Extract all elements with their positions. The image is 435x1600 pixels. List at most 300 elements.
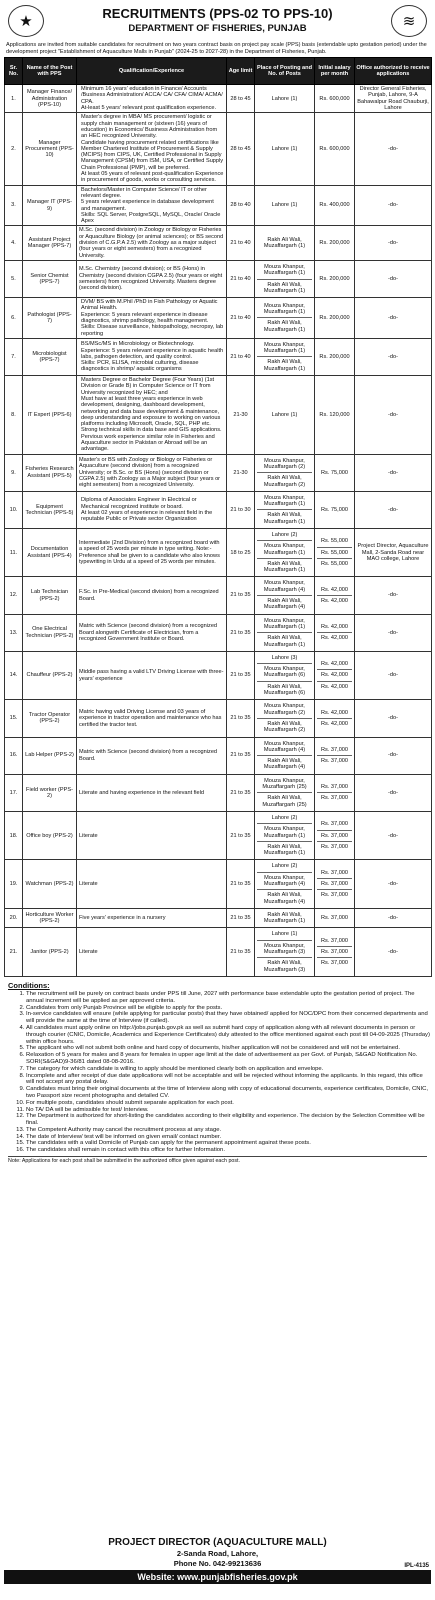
qualification-item: Diploma of Associates Engineer in Electrical or Mechanical recognized institute or board. [81, 497, 197, 510]
receiving-office: -do- [355, 700, 432, 737]
receiving-office: -do- [355, 614, 432, 651]
serial-number: 20. [5, 908, 23, 928]
qualification-cell [77, 577, 227, 614]
qualification-item: Middle pass having a valid LTV Driving License with three-years' experience [79, 669, 224, 682]
salary-cell [315, 491, 355, 528]
footer-title: PROJECT DIRECTOR (AQUACULTURE MALL) [108, 1537, 327, 1548]
posting-place: Lahore (2) [271, 814, 298, 821]
receiving-office: -do- [355, 811, 432, 859]
monthly-salary: Rs. 37,000 [317, 792, 352, 803]
posting-place: Mouza Khanpur, Muzaffargarh (1) [257, 823, 312, 841]
receiving-office: Project Director, Aquaculture Mall, 2-Sanda Road near MAO college, Lahore [355, 529, 432, 577]
qualification-cell [77, 85, 227, 113]
salary-cell [315, 614, 355, 651]
qualification-cell [77, 491, 227, 528]
conditions-list [4, 991, 431, 1154]
receiving-office: -do- [355, 737, 432, 774]
posting-place: Mouza Khanpur, Muzaffargarh (3) [257, 940, 312, 958]
age-limit: 21 to 35 [227, 700, 255, 737]
qualification-cell [77, 185, 227, 226]
punjab-government-logo-icon: ★ [8, 5, 44, 37]
qualification-cell [77, 454, 227, 491]
monthly-salary: Rs. 42,000 [317, 718, 352, 729]
serial-number: 21. [5, 928, 23, 976]
table-row [5, 491, 432, 528]
serial-number: 3. [5, 185, 23, 226]
qualification-item: M.Sc. Chemistry (second division); or BS (Hons) in Chemistry (second division CGPA 2.5) (four years or eight semesters) from recognized University. Masters degree (second division). [79, 266, 223, 292]
receiving-office: -do- [355, 577, 432, 614]
qualification-item: Matric with Science (second division) from a recognized Board alongwith Certificate of Electrician, from a recognized Government Institute or Board. [79, 623, 218, 642]
receiving-office: -do- [355, 491, 432, 528]
monthly-salary: Rs. 37,000 [317, 889, 352, 900]
age-limit: 21 to 35 [227, 928, 255, 976]
serial-number: 18. [5, 811, 23, 859]
serial-number: 13. [5, 614, 23, 651]
serial-number: 7. [5, 338, 23, 375]
posting-place: Rakh Ali Wali, Muzaffargarh (2) [257, 718, 312, 736]
qualification-item: Bachelors/Master in Computer Science/ IT or other relevant degree. [81, 186, 207, 199]
age-limit: 21 to 40 [227, 298, 255, 339]
qualification-cell [77, 529, 227, 577]
qualification-item: Literate and having experience in the relevant field [79, 789, 205, 796]
table-header-row [5, 58, 432, 85]
serial-number: 9. [5, 454, 23, 491]
condition-item: 9. Candidates must bring their original documents at the time of Interview along with copy of educational documents, experience certificates, Domicile, CNIC, two Passport size recent photographs and detailed CV. [26, 1086, 431, 1100]
monthly-salary: Rs. 42,000 [320, 586, 349, 593]
monthly-salary: Rs. 37,000 [320, 784, 349, 791]
post-name: Field worker (PPS-2) [23, 774, 77, 811]
column-header: Office authorized to receive applications [355, 58, 432, 85]
posting-place: Rakh Ali Wali, Muzaffargarh (1) [263, 236, 306, 250]
monthly-salary: Rs. 42,000 [320, 623, 349, 630]
monthly-salary: Rs. 75,000 [320, 469, 349, 476]
salary-cell [315, 811, 355, 859]
posting-place: Mouza Khanpur, Muzaffargarh (1) [263, 341, 306, 355]
monthly-salary: Rs. 55,000 [317, 558, 352, 569]
table-row [5, 185, 432, 226]
receiving-office: -do- [355, 860, 432, 908]
posting-place: Mouza Khanpur, Muzaffargarh (4) [263, 580, 306, 593]
posting-place: Mouza Khanpur, Muzaffargarh (1) [257, 540, 312, 558]
table-row [5, 529, 432, 577]
posting-place: Rakh Ali Wali, Muzaffargarh (1) [257, 632, 312, 650]
condition-item: 13. The Competent Authority may cancel the recruitment process at any stage. [26, 1127, 431, 1134]
post-name: Manager IT (PPS-9) [23, 185, 77, 226]
age-limit: 21 to 35 [227, 737, 255, 774]
posting-place: Rakh Ali Wali, Muzaffargarh (25) [257, 792, 312, 810]
salary-cell [315, 298, 355, 339]
monthly-salary: Rs. 42,000 [317, 632, 352, 643]
place-of-posting [255, 226, 315, 260]
qualification-item: DVM/ BS with M.Phil /PhD in Fish Pathology or Aquatic Animal Health. [81, 299, 218, 312]
condition-item: 7. The category for which candidate is willing to apply should be mentioned clearly both on application and envelope. [26, 1066, 431, 1073]
age-limit: 21 to 35 [227, 908, 255, 928]
qualification-cell [77, 226, 227, 260]
place-of-posting [255, 700, 315, 737]
table-row [5, 651, 432, 699]
place-of-posting [255, 185, 315, 226]
condition-item: 8. Incomplete and after receipt of due date applications will not be acceptable and will be rejected without informing the applicants. In this regard, this office will not accept any postal delay. [26, 1073, 431, 1087]
ad-reference: IPL-4135 [404, 1563, 429, 1569]
salary-cell [315, 185, 355, 226]
salary-cell [315, 85, 355, 113]
serial-number: 2. [5, 113, 23, 185]
posting-place: Mouza Khanpur, Muzaffargarh (25) [262, 777, 307, 791]
monthly-salary: Rs. 37,000 [317, 957, 352, 968]
receiving-office: -do- [355, 185, 432, 226]
monthly-salary: Rs. 37,000 [320, 937, 349, 944]
place-of-posting [255, 737, 315, 774]
monthly-salary: Rs. 55,000 [320, 538, 349, 545]
qualification-item: Strong technical skills in data base and GIS applications. [81, 427, 222, 434]
qualification-item: M.Sc. (second division) in Zoology or Biology or Fisheries or Aquaculture Biology (or animal sciences); or BS second division of C.G.P.A 2.5) with Zoology as a major subject (four years or eight semesters) from a recognized University. [79, 227, 224, 259]
post-name: Manager Procurement (PPS-10) [23, 113, 77, 185]
salary-cell [315, 651, 355, 699]
receiving-office: -do- [355, 774, 432, 811]
applications-note: Note: Applications for each post shall be submitted in the authorized office given against each post. [8, 1156, 427, 1164]
receiving-office: -do- [355, 338, 432, 375]
post-name: Lab Helper (PPS-2) [23, 737, 77, 774]
post-name: Equipment Technician (PPS-5) [23, 491, 77, 528]
monthly-salary: Rs. 55,000 [317, 547, 352, 558]
serial-number: 10. [5, 491, 23, 528]
qualification-item: Must have at least three years experience in web development, designing, dashboard development, networking and data base development & maintenance, deep understanding and exposure to working on various platforms including Microsoft, Oracle, SQL, PHP etc. [81, 395, 221, 428]
age-limit: 21 to 35 [227, 614, 255, 651]
footer-address: 2-Sanda Road, Lahore, [176, 1549, 259, 1558]
salary-cell [315, 226, 355, 260]
serial-number: 5. [5, 260, 23, 297]
place-of-posting [255, 811, 315, 859]
monthly-salary: Rs. 600,000 [319, 145, 350, 152]
age-limit: 21-30 [227, 454, 255, 491]
post-name: Manager Finance/ Administration (PPS-10) [23, 85, 77, 113]
place-of-posting [255, 454, 315, 491]
posting-place: Mouza Khanpur, Muzaffargarh (4) [257, 872, 312, 890]
monthly-salary: Rs. 37,000 [317, 841, 352, 852]
salary-cell [315, 529, 355, 577]
condition-item: 16. The candidates shall remain in contact with this office for further Information. [26, 1147, 431, 1154]
qualification-item: Skills: PCR, ELISA, microbial culturing, disease diagnostics in shrimp/ aquatic organisms [81, 360, 199, 373]
serial-number: 11. [5, 529, 23, 577]
posting-place: Lahore (2) [271, 532, 298, 538]
monthly-salary: Rs. 37,000 [317, 830, 352, 841]
posting-place: Rakh Ali Wali, Muzaffargarh (1) [257, 317, 312, 335]
place-of-posting [255, 614, 315, 651]
qualification-cell [77, 260, 227, 297]
posting-place: Mouza Khanpur, Muzaffargarh (1) [263, 494, 306, 508]
qualification-item: At least 05 years of relevant post-qualification Experience in procurement of goods, works or consulting services. [81, 171, 224, 184]
qualification-item: Matric with Science (second division) from a recognized Board. [79, 749, 218, 762]
table-row [5, 577, 432, 614]
posting-place: Rakh Ali Wali, Muzaffargarh (2) [257, 472, 312, 490]
qualification-cell [77, 774, 227, 811]
table-row [5, 260, 432, 297]
posting-place: Mouza Khanpur, Muzaffargarh (4) [263, 740, 306, 753]
salary-cell [315, 928, 355, 976]
monthly-salary: Rs. 200,000 [319, 314, 350, 321]
posting-place: Rakh Ali Wali, Muzaffargarh (1) [257, 558, 312, 576]
receiving-office: Director General Fisheries, Punjab, Lahore, 9-A Bahawalpur Road Chauburji, Lahore [355, 85, 432, 113]
age-limit: 21 to 30 [227, 491, 255, 528]
posting-place: Lahore (3) [271, 654, 298, 661]
condition-item: 10. For multiple posts, candidates should submit separate application for each post. [26, 1100, 431, 1107]
salary-cell [315, 338, 355, 375]
salary-cell [315, 113, 355, 185]
qualification-item: Literate [79, 832, 98, 839]
monthly-salary: Rs. 400,000 [319, 202, 350, 209]
monthly-salary: Rs. 42,000 [317, 595, 352, 606]
table-row [5, 376, 432, 455]
place-of-posting [255, 928, 315, 976]
post-name: Janitor (PPS-2) [23, 928, 77, 976]
table-row [5, 226, 432, 260]
salary-cell [315, 454, 355, 491]
posting-place: Lahore (1) [271, 95, 298, 102]
receiving-office: -do- [355, 260, 432, 297]
table-row [5, 774, 432, 811]
condition-item: 12. The Department is authorized for short-listing the candidates according to their eligibility and experience. The decision by the Selection Committee will be final. [26, 1113, 431, 1127]
receiving-office: -do- [355, 454, 432, 491]
age-limit: 21 to 40 [227, 226, 255, 260]
ad-footer [4, 1537, 431, 1597]
place-of-posting [255, 260, 315, 297]
monthly-salary: Rs. 37,000 [320, 915, 349, 922]
monthly-salary: Rs. 37,000 [320, 821, 349, 828]
jobs-table [4, 57, 432, 977]
condition-item: 15. The candidates with a valid Domicile of Punjab can apply for the permanent appointment against these posts. [26, 1140, 431, 1147]
age-limit: 28 to 45 [227, 85, 255, 113]
condition-item: 5. The applicant who will not submit both online and hard copy of documents, his/her application will not be considered and will not be entertained. [26, 1045, 431, 1052]
place-of-posting [255, 85, 315, 113]
monthly-salary: Rs. 120,000 [319, 411, 350, 418]
salary-cell [315, 577, 355, 614]
receiving-office: -do- [355, 376, 432, 455]
post-name: IT Expert (PPS-6) [23, 376, 77, 455]
age-limit: 21 to 35 [227, 811, 255, 859]
receiving-office: -do- [355, 113, 432, 185]
qualification-cell [77, 298, 227, 339]
posting-place: Mouza Khanpur, Muzaffargarh (1) [263, 302, 306, 316]
posting-place: Lahore (2) [271, 863, 298, 870]
age-limit: 21-30 [227, 376, 255, 455]
condition-item: 2. Candidates from only Punjab Province will be eligible to apply for the posts. [26, 1005, 431, 1012]
qualification-item: Skills: SQL Server, PostgreSQL, MySQL, Oracle/ Oracle Apex [81, 211, 221, 225]
receiving-office: -do- [355, 928, 432, 976]
monthly-salary: Rs. 600,000 [319, 95, 350, 102]
qualification-item: Literate [79, 880, 98, 887]
monthly-salary: Rs. 42,000 [317, 681, 352, 692]
serial-number: 8. [5, 376, 23, 455]
age-limit: 28 to 45 [227, 113, 255, 185]
post-name: Fisheries Research Assistant (PPS-5) [23, 454, 77, 491]
table-row [5, 85, 432, 113]
qualification-item: Masters Degree or Bachelor Degree (Four Years) (1st Division or Grade B) in Computer Science or IT from University recognized by HEC; and [81, 377, 215, 396]
qualification-item: Experience: 5 years relevant experience in aquatic health labs, pathogen detection, and quality control. [81, 347, 224, 360]
table-row [5, 338, 432, 375]
salary-cell [315, 860, 355, 908]
salary-cell [315, 908, 355, 928]
posting-place: Rakh Ali Wali, Muzaffargarh (3) [257, 957, 312, 975]
salary-cell [315, 260, 355, 297]
posting-place: Rakh Ali Wali, Muzaffargarh (4) [257, 755, 312, 773]
post-name: One Electrical Technician (PPS-2) [23, 614, 77, 651]
table-row [5, 908, 432, 928]
qualification-item: At least 02 years of experience in relevant field in the reputable Public or Private sector Organization [81, 509, 213, 523]
monthly-salary: Rs. 200,000 [319, 353, 350, 360]
post-name: Senior Chemist (PPS-7) [23, 260, 77, 297]
posting-place: Rakh Ali Wali, Muzaffargarh (1) [263, 911, 306, 925]
salary-cell [315, 737, 355, 774]
serial-number: 17. [5, 774, 23, 811]
qualification-cell [77, 811, 227, 859]
condition-item: 4. All candidates must apply online on http://jobs.punjab.gov.pk as well as submit hard copy of application along with all relevant documents in person or through courier (CNIC, Domicile, Academics and Experience Certificates) duly attested to the office mentioned against each post till 04-09-2025 (Thursday) within office hours. [26, 1025, 431, 1045]
posting-place: Mouza Khanpur, Muzaffargarh (6) [257, 663, 312, 681]
posting-place: Lahore (1) [271, 931, 298, 938]
qualification-cell [77, 651, 227, 699]
place-of-posting [255, 338, 315, 375]
post-name: Documentation Assistant (PPS-4) [23, 529, 77, 577]
post-name: Lab Technician (PPS-2) [23, 577, 77, 614]
monthly-salary: Rs. 75,000 [320, 506, 349, 513]
post-name: Chauffeur (PPS-2) [23, 651, 77, 699]
qualification-item: 5 years relevant experience in database development and management. [81, 199, 214, 212]
place-of-posting [255, 860, 315, 908]
qualification-cell [77, 737, 227, 774]
qualification-item: Master's or BS with Zoology or Biology or Fisheries or Aquaculture (second division) from a recognized University; or B.Sc. or BS (Hons) (second division or CGPA 2.5) with Zoology as a Major subject (four years or eight semesters) from a recognized University. [79, 456, 221, 489]
serial-number: 19. [5, 860, 23, 908]
qualification-item: Candidate having procurement related certifications like Member Chartered Institute of Procurement & Supply (MCIPS) from CIPS, UK, Certified Professional in Supply Management (CPSM) from ISM, USA, or Certified Supply Chain Professional (PMP), will be preferred. [81, 139, 224, 171]
place-of-posting [255, 298, 315, 339]
post-name: Office boy (PPS-2) [23, 811, 77, 859]
table-row [5, 860, 432, 908]
column-header: Age limit [227, 58, 255, 85]
monthly-salary: Rs. 37,000 [320, 746, 349, 753]
age-limit: 21 to 40 [227, 338, 255, 375]
age-limit: 28 to 40 [227, 185, 255, 226]
place-of-posting [255, 529, 315, 577]
condition-item: 6. Relaxation of 5 years for males and 8 years for females in upper age limit at the date of advertisement as per Govt. of Punjab, S&GAD Notification No. SORI(S&GAD)9-36/81 dated 08-08-2016. [26, 1052, 431, 1066]
place-of-posting [255, 113, 315, 185]
monthly-salary: Rs. 42,000 [320, 709, 349, 716]
age-limit: 21 to 35 [227, 860, 255, 908]
post-name: Microbiologist (PPS-7) [23, 338, 77, 375]
post-name: Watchman (PPS-2) [23, 860, 77, 908]
qualification-cell [77, 614, 227, 651]
qualification-item: Pervious work experience similar role in Fisheries and Aquaculture sector in Pakistan or Abroad will be an advantage. [81, 433, 215, 453]
posting-place: Mouza Khanpur, Muzaffargarh (1) [263, 617, 306, 630]
posting-place: Mouza Khanpur, Muzaffargarh (2) [263, 703, 306, 716]
posting-place: Mouza Khanpur, Muzaffargarh (2) [263, 457, 306, 470]
serial-number: 1. [5, 85, 23, 113]
condition-item: 14. The date of Interview/ test will be informed on given email/ contact number. [26, 1134, 431, 1141]
serial-number: 6. [5, 298, 23, 339]
place-of-posting [255, 491, 315, 528]
post-name: Horticulture Worker (PPS-2) [23, 908, 77, 928]
receiving-office: -do- [355, 298, 432, 339]
condition-item: 3. In-service candidates will ensure (while applying for particular posts) that they have obtained/ applied for NOC/DPC from their concerned departments and will provide the same at the time of Interview (if called). [26, 1011, 431, 1025]
posting-place: Mouza Khanpur, Muzaffargarh (1) [263, 263, 306, 277]
table-row [5, 737, 432, 774]
qualification-item: Experience: 5 years relevant experience in disease diagnostics, shrimp pathology, health management. [81, 311, 209, 324]
age-limit: 21 to 35 [227, 651, 255, 699]
receiving-office: -do- [355, 226, 432, 260]
qualification-cell [77, 113, 227, 185]
place-of-posting [255, 774, 315, 811]
monthly-salary: Rs. 37,000 [317, 946, 352, 957]
qualification-item: Matric having valid Driving License and 03 years of experience in tractor operation and maintenance who has certified the tractor test. [79, 708, 222, 728]
condition-item: 1. The recruitment will be purely on contract basis under PPS till June, 2027 with performance base extendable upto the gestation period of project. The annual increment will be applied as per approved criteria. [26, 991, 431, 1005]
table-row [5, 700, 432, 737]
monthly-salary: Rs. 42,000 [320, 661, 349, 668]
posting-place: Rakh Ali Wali, Muzaffargarh (1) [257, 279, 312, 297]
qualification-item: Master's degree in MBA/ MS procurement/ logistic or supply chain management or (sixteen (16) years of education) in Economics/ Business Administration from an HEC recognized University. [81, 114, 218, 140]
salary-cell [315, 774, 355, 811]
posting-place: Rakh Ali Wali, Muzaffargarh (4) [257, 595, 312, 613]
fisheries-logo-icon: ≋ [391, 5, 427, 37]
footer-phone: Phone No. 042-99213636 [173, 1559, 262, 1568]
column-header: Qualification/Experience [77, 58, 227, 85]
post-name: Assistant Project Manager (PPS-7) [23, 226, 77, 260]
qualification-item: At-least 5 years' relevant post qualification experience. [81, 105, 217, 112]
place-of-posting [255, 908, 315, 928]
monthly-salary: Rs. 200,000 [319, 275, 350, 282]
qualification-cell [77, 908, 227, 928]
column-header: Sr. No. [5, 58, 23, 85]
qualification-item: Skills: Disease surveillance, histopathology, necropsy, lab reporting [81, 324, 224, 337]
posting-place: Rakh Ali Wali, Muzaffargarh (4) [257, 889, 312, 907]
posting-place: Lahore (1) [271, 411, 298, 418]
monthly-salary: Rs. 200,000 [319, 240, 350, 247]
table-row [5, 928, 432, 976]
place-of-posting [255, 577, 315, 614]
ad-header [4, 3, 431, 41]
column-header: Place of Posting and No. of Posts [255, 58, 315, 85]
qualification-item: F.Sc. in Pre-Medical (second division) from a recognized Board. [79, 589, 219, 602]
age-limit: 21 to 35 [227, 774, 255, 811]
monthly-salary: Rs. 42,000 [317, 669, 352, 680]
qualification-item: Five years' experience in a nursery [79, 915, 166, 922]
post-name: Tractor Operator (PPS-2) [23, 700, 77, 737]
place-of-posting [255, 651, 315, 699]
posting-place: Lahore (1) [271, 202, 298, 209]
posting-place: Lahore (1) [271, 145, 298, 152]
table-row [5, 811, 432, 859]
posting-place: Rakh Ali Wali, Muzaffargarh (1) [257, 356, 312, 374]
table-row [5, 113, 432, 185]
receiving-office: -do- [355, 908, 432, 928]
department-name: DEPARTMENT OF FISHERIES, PUNJAB [128, 23, 307, 34]
salary-cell [315, 700, 355, 737]
monthly-salary: Rs. 37,000 [317, 755, 352, 766]
monthly-salary: Rs. 37,000 [317, 878, 352, 889]
serial-number: 14. [5, 651, 23, 699]
footer-website[interactable]: Website: www.punjabfisheries.gov.pk [4, 1570, 431, 1584]
condition-item: 11. No TA/ DA will be admissible for test/ Interview. [26, 1107, 431, 1114]
qualification-cell [77, 700, 227, 737]
intro-text: Applications are invited from suitable candidates for recruitment on two years contract basis on project pay scale (PPS) basis (extendable upto gestation period) under the development project "Establishment of Aquaculture Malls in Punjab" (2024-25 to 2027-28) in the Department of Fisheries, Punjab. [6, 42, 427, 55]
monthly-salary: Rs. 37,000 [320, 869, 349, 876]
posting-place: Rakh Ali Wali, Muzaffargarh (1) [257, 509, 312, 527]
posting-place: Rakh Ali Wali, Muzaffargarh (1) [257, 841, 312, 859]
serial-number: 12. [5, 577, 23, 614]
age-limit: 21 to 40 [227, 260, 255, 297]
posting-place: Rakh Ali Wali, Muzaffargarh (6) [257, 681, 312, 699]
conditions-title: Conditions: [8, 980, 50, 990]
salary-cell [315, 376, 355, 455]
table-row [5, 454, 432, 491]
qualification-item: BS/MSc/MS in Microbiology or Biotechnology. [81, 341, 195, 348]
qualification-cell [77, 928, 227, 976]
